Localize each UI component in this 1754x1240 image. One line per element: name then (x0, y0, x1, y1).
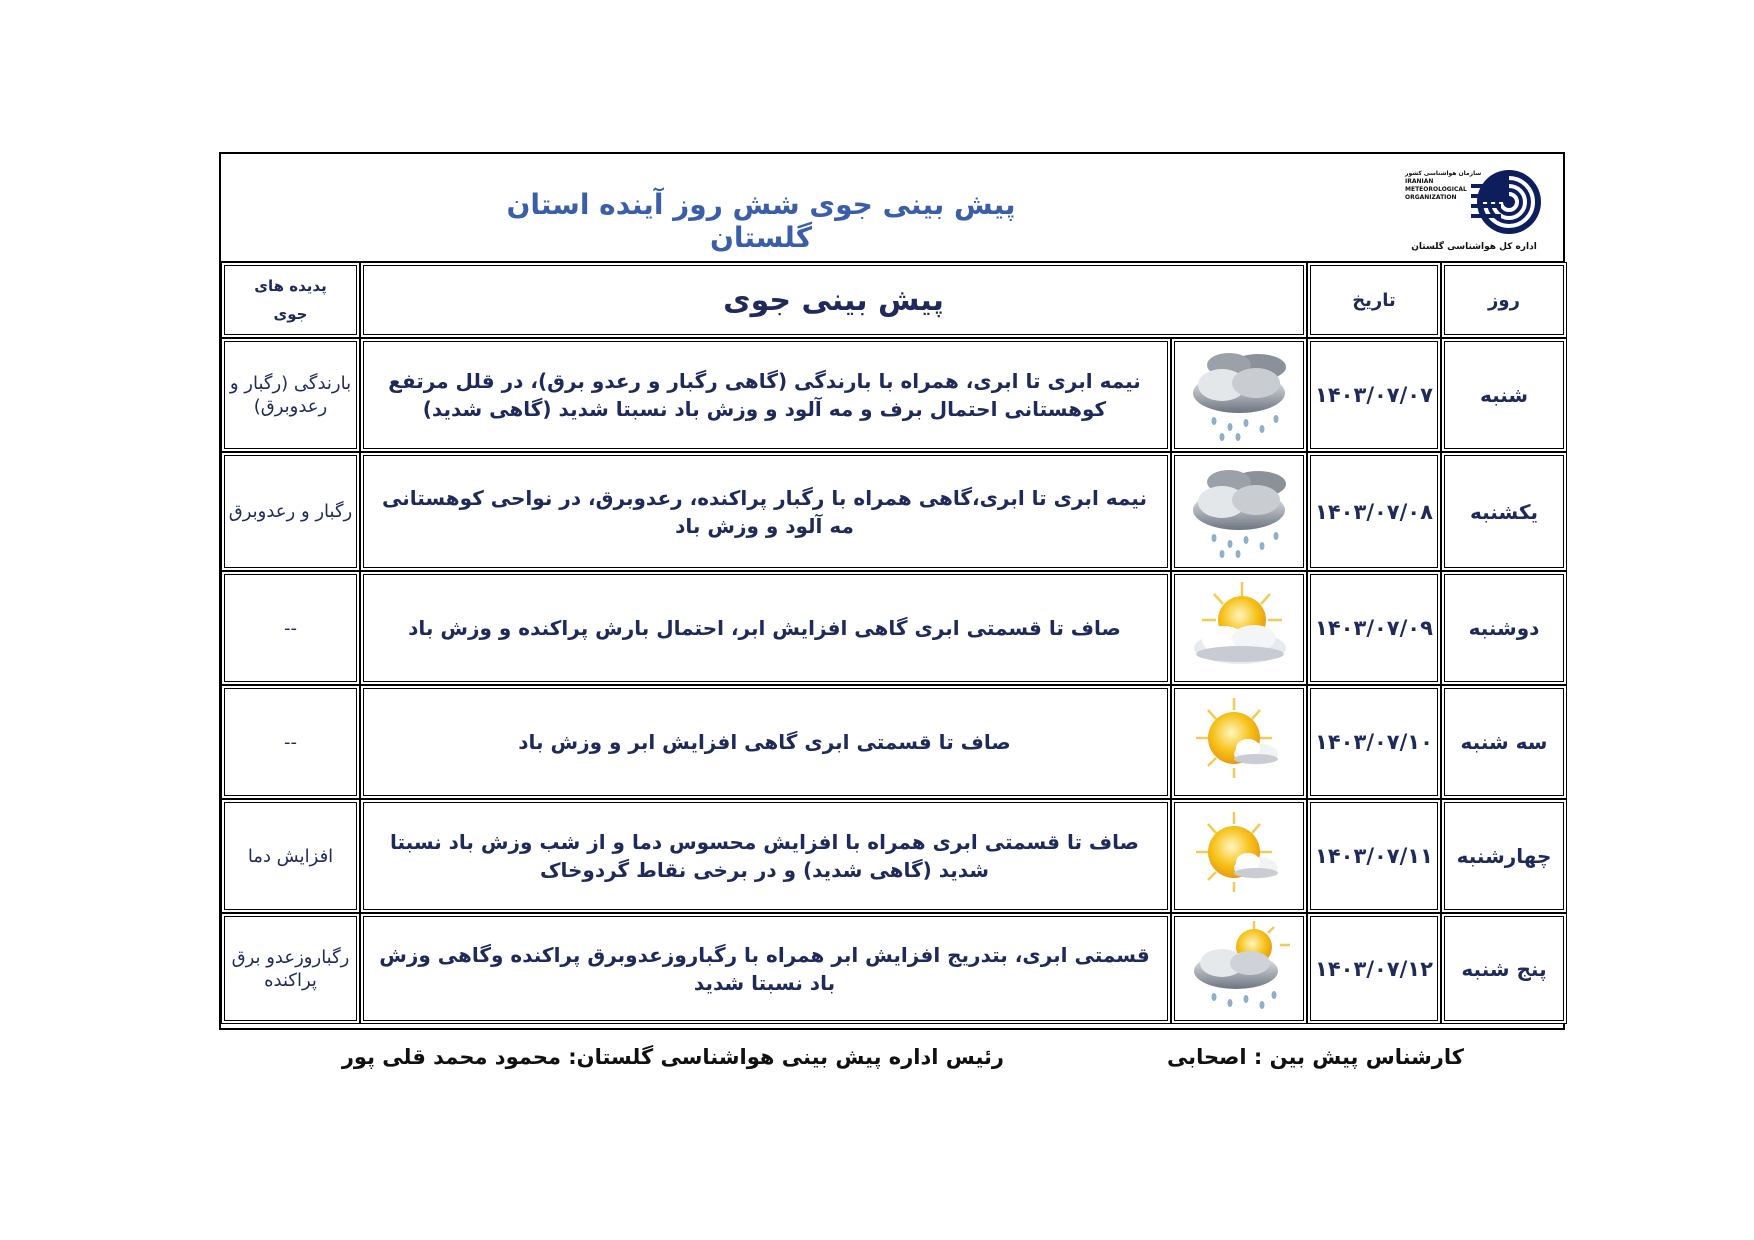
column-header-phenomena: پدیده های جوی (221, 262, 360, 338)
column-header-forecast: پیش بینی جوی (360, 262, 1307, 338)
day-cell: شنبه (1441, 338, 1567, 452)
forecast-cell: صاف تا قسمتی ابری گاهی افزایش ابر، احتمال بارش پراکنده و وزش باد (360, 571, 1171, 685)
forecast-cell: صاف تا قسمتی ابری همراه با افزایش محسوس دما و از شب وزش باد نسبتا شدید (گاهی شدید) و در برخی نقاط گردوخاک (360, 799, 1171, 913)
weather-icon-cell (1171, 913, 1307, 1024)
forecast-cell: نیمه ابری تا ابری، همراه با بارندگی (گاهی رگبار و رعدو برق)، در قلل مرتفع کوهستانی احتمال برف و مه آلود و وزش باد نسبتا شدید (گاهی شدید) (360, 338, 1171, 452)
table-row (221, 571, 1567, 685)
date-cell: ۱۴۰۳/۰۷/۰۹ (1307, 571, 1441, 685)
table-row (221, 685, 1567, 799)
phenomena-cell: رگبار و رعدوبرق (221, 452, 360, 571)
table-row (221, 799, 1567, 913)
forecast-table (221, 262, 1567, 1024)
table-row (221, 338, 1567, 452)
day-cell: یکشنبه (1441, 452, 1567, 571)
table-header-row (221, 262, 1567, 338)
date-cell: ۱۴۰۳/۰۷/۱۲ (1307, 913, 1441, 1024)
page-title: پیش بینی جوی شش روز آینده استان گلستان (506, 188, 1016, 254)
day-cell: دوشنبه (1441, 571, 1567, 685)
head-signature: رئیس اداره پیش بینی هواشناسی گلستان: محمود محمد قلی پور (341, 1045, 1004, 1069)
logo (1399, 164, 1549, 252)
weather-icon-cell (1171, 452, 1307, 571)
sun-small-cloud-icon (1184, 692, 1294, 792)
phenomena-cell: -- (221, 685, 360, 799)
day-cell: چهارشنبه (1441, 799, 1567, 913)
forecast-cell: صاف تا قسمتی ابری گاهی افزایش ابر و وزش باد (360, 685, 1171, 799)
title-row (221, 154, 1563, 264)
date-cell: ۱۴۰۳/۰۷/۱۰ (1307, 685, 1441, 799)
sun-cloud-icon (1184, 578, 1294, 678)
date-cell: ۱۴۰۳/۰۷/۰۸ (1307, 452, 1441, 571)
table-row (221, 913, 1567, 1024)
weather-icon-cell (1171, 799, 1307, 913)
date-cell: ۱۴۰۳/۰۷/۰۷ (1307, 338, 1441, 452)
rain-cloud-icon (1184, 462, 1294, 562)
logo-text: سازمان هواشناسی کشور IRANIAN METEOROLOGICAL ORGANIZATION (1405, 170, 1482, 201)
sun-small-cloud-icon (1184, 806, 1294, 906)
forecast-cell: نیمه ابری تا ابری،گاهی همراه با رگبار پراکنده، رعدوبرق، در نواحی کوهستانی مه آلود و وزش باد (360, 452, 1171, 571)
forecaster-signature: کارشناس پیش بین : اصحابی (1166, 1045, 1464, 1069)
weather-icon-cell (1171, 571, 1307, 685)
phenomena-cell: -- (221, 571, 360, 685)
phenomena-cell: افزایش دما (221, 799, 360, 913)
phenomena-cell: رگباروزعدو برق پراکنده (221, 913, 360, 1024)
date-cell: ۱۴۰۳/۰۷/۱۱ (1307, 799, 1441, 913)
column-header-date: تاریخ (1307, 262, 1441, 338)
weather-icon-cell (1171, 685, 1307, 799)
phenomena-cell: بارندگی (رگبار و رعدوبرق) (221, 338, 360, 452)
day-cell: پنج شنبه (1441, 913, 1567, 1024)
logo-caption: اداره کل هواشناسی گلستان (1411, 242, 1537, 252)
table-row (221, 452, 1567, 571)
sun-rain-cloud-icon (1184, 919, 1294, 1019)
forecast-cell: قسمتی ابری، بتدریج افزایش ابر همراه با رگباروزعدوبرق پراکنده وگاهی وزش باد نسبتا شدید (360, 913, 1171, 1024)
column-header-day: روز (1441, 262, 1567, 338)
weather-icon-cell (1171, 338, 1307, 452)
day-cell: سه شنبه (1441, 685, 1567, 799)
forecast-sheet (219, 152, 1565, 1030)
rain-cloud-icon (1184, 345, 1294, 445)
